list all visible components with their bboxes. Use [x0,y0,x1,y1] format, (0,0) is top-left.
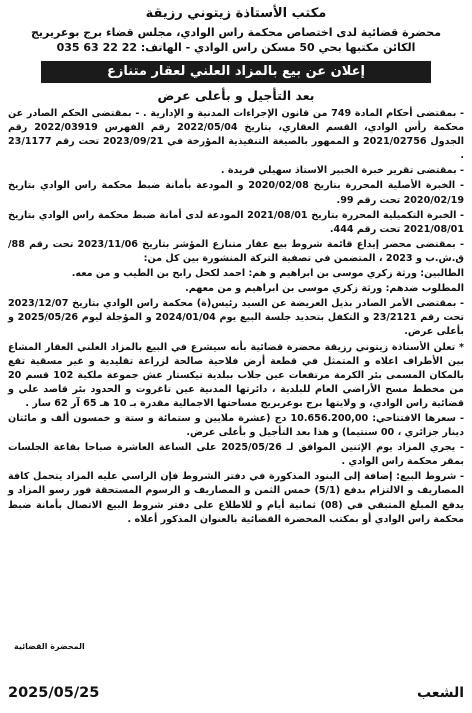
paragraph: - بمقتضى الأمر الصادر بذيل العريضة عن السيد رئيس(ة) محكمة راس الوادي بتاريخ 2023/12/07 تحت رقم 23/2121 و التكفل بتحديد جلسة البيع يوم 2024/01/04 و المؤجلة ليوم 2025/05/26 و بأعلى عرض. [8,298,464,338]
paragraph: - شروط البيع: إضافة إلى البنود المذكورة في دفتر الشروط فإن الراسي عليه المزاد يتحمل كافة المصاريف و الالتزام بدفع (5/1) خمس الثمن و المصاريف و الرسوم المستحقة فور رسو المزاد و يدفع المبلغ المتبقي في (08) ثمانية أيام و للاطلاع على دفتر شروط البيع الاتصال بأمانة ضبط محكمة راس الوادي أو بمكتب المحضرة القضائية بالعنوان المذكور أعلاه . [8,471,465,525]
paragraph: * تعلن الأستاذة زيتوني رزيقة محضرة قضائية بأنه سيشرع في البيع بالمزاد العلني العقار المشاع بين الأطراف اعلاه و المتمثل في قطعة أرض فلاحية صالحة لزراعة تقليدية و غير مسقية تقع بالمكان المسمى بئر الكرمة مرتفعات عين جلاب ببلدية تيكستار عش جموعة ملكية 102 قسم 20 من مخطط مسح الأراضي العام للبلدية ، دائرتها المدنية عين تاغروت و الحدود بئر قاصد علي و قضائية راس الوادي، و ولايتها برج بوعريريج مساحتها الاجمالية مقدرة بـ 10 هـ 65 آر 62 سار . [8,341,464,409]
bailiff-signature: المحضرة القضائية [14,642,85,651]
notice-body [8,107,464,527]
paragraph: - الخبرة التكميلية المحررة بتاريخ 2021/08/01 المودعة لدى أمانة ضبط محكمة راس الوادي بتاريخ 2021/08/01 تحت رقم 444. [8,209,464,235]
publication-date: 2025/05/25 [8,685,100,701]
paragraph: - بمقتضى تقرير خبرة الخبير الاستاذ سهيلي فريدة . [220,165,464,177]
office-address-phone: الكائن مكتبها بحي 50 مسكن راس الوادي - الهاتف: 22 22 63 035 [56,41,416,54]
notice-title-banner: إعلان عن بيع بالمزاد العلني لعقار متنازع [41,61,431,83]
notice-header [8,6,464,55]
paragraph: - سعرها الافتتاحي: 10.656.200,00 دج (عشرة ملايين و ستمائة و ستة و خمسون ألف و مائتان دينار جزائري ، 00 سنتيما) و هذا بعد التأجيل و بأعلى عرض. [8,412,464,439]
newspaper-footer [8,680,464,706]
paragraph: الطالبين: ورثة زكري موسى بن ابراهيم و هم: احمد لكحل رابح بن الطيب و من معه. [71,268,464,280]
notice-subheading: بعد التأجيل و بأعلى عرض [157,88,315,103]
paragraph: - بمقتضى أحكام المادة 749 من قانون الإجراءات المدنية و الإدارية . - بمقتضى الحكم الصادر عن محكمة رأس الوادي، القسم العقاري، بتاريخ 2022/05/04 رقم الفهرس 2022/03919 رقم الجدول 2021/02756 و الممهور بالصيغة التنفيذية المؤرخة في 2023/09/21 تحت رقم 23/1177 . [8,108,465,162]
bailiff-jurisdiction: محضرة قضائية لدى اختصاص محكمة راس الوادي، مجلس قضاء برج بوعريريج [30,26,442,39]
paragraph: - يجري المزاد يوم الإثنين الموافق لـ 2025/05/26 على الساعة العاشرة صباحا بقاعة الجلسات بمقر محكمة راس الوادي . [8,442,464,468]
office-name: مكتب الأستاذة زيتوني رزيقة [145,6,327,21]
paragraph: - الخبرة الأصلية المحررة بتاريخ 2020/02/08 و المودعة بأمانة ضبط محكمة راس الوادي بتاريخ 2020/02/19 تحت رقم 99. [8,180,464,206]
paragraph: المطلوب ضدهم: ورثة زكري موسى بن ابراهيم و من معهم. [185,283,464,295]
paragraph: - بمقتضى محضر إيداع قائمة شروط بيع عقار متنازع المؤشر بتاريخ 2023/11/06 تحت رقم 88/ق.ش.ب و 2023 ، المتضمن في تصفية التركة المنشورة بين كل من: [8,238,464,264]
newspaper-name: الشعب [416,685,464,701]
